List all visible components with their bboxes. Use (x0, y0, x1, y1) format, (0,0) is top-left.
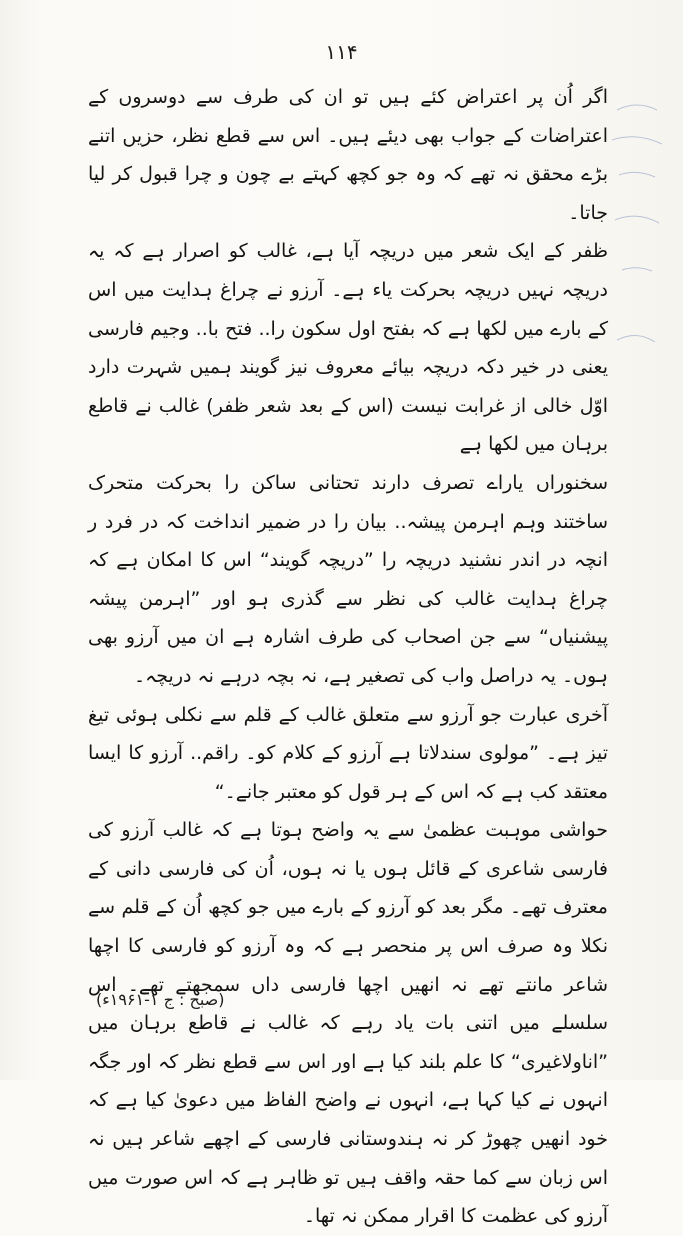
paragraph: سخنوراں یاراے تصرف دارند تحتانی ساکن را بحرکت متحرک ساختند وہم اہرمن پیشہ.. بیان را در ضمیر انداخت کہ در فرد ر انچہ در اندر نشنید دریچہ را ”دریچہ گویند“ اس کا امکان ہے کہ چراغ ہدایت غالب کی نظر سے گذری ہو اور ”اہرمن پیشہ پیشنیاں“ سے جن اصحاب کی طرف اشارہ ہے ان میں آرزو بھی ہوں۔ یہ دراصل واب کی تصغیر ہے، نہ بچہ درہے نہ دریچہ۔ (88, 471, 608, 687)
paragraph: آخری عبارت جو آرزو سے متعلق غالب کے قلم سے نکلی ہوئی تیغ تیز ہے۔ ”مولوی سندلاتا ہے آرزو کے کلام کو۔ راقم.. آرزو کا ایسا معتقد کب ہے کہ اس کے ہر قول کو معتبر جانے۔“ (88, 703, 608, 803)
body-text (88, 78, 608, 1236)
paragraph: اگر اُن پر اعتراض کئے ہیں تو ان کی طرف سے دوسروں کے اعتراضات کے جواب بھی دیئے ہیں۔ اس سے قطع نظر، حزیں اتنے بڑے محقق نہ تھے کہ وہ جو کچھ کہتے بے چون و چرا قبول کر لیا جاتا۔ (88, 86, 608, 224)
paragraph: ظفر کے ایک شعر میں دریچہ آیا ہے، غالب کو اصرار ہے کہ یہ دریچہ نہیں دریچہ بحرکت یاء ہے۔ آرزو نے چراغ ہدایت میں اس کے بارے میں لکھا ہے کہ بفتح اول سکون را.. فتح با.. وجیم فارسی یعنی در خیر دکہ دریچہ بیائے معروف نیز گویند ہمیں شہرت دارد اوّل خالی از غرابت نیست (اس کے بعد شعر ظفر) غالب نے قاطع برہان میں لکھا ہے (88, 240, 608, 456)
margin-handwriting-mark (597, 80, 677, 780)
paragraph: حواشی موہبت عظمیٰ سے یہ واضح ہوتا ہے کہ غالب آرزو کی فارسی شاعری کے قائل ہوں یا نہ ہوں، اُن کی فارسی دانی کے معترف تھے۔ مگر بعد کو آرزو کے بارے میں جو کچھ اُن کے قلم سے نکلا وہ صرف اس پر منحصر ہے کہ وہ آرزو کو فارسی کا اچھا شاعر مانتے تھے نہ انھیں اچھا فارسی داں سمجھتے تھے۔ اس سلسلے میں اتنی بات یاد رہے کہ غالب نے قاطع برہان میں ”اناولاغیری“ کا علم بلند کیا ہے اور اس سے قطع نظر کہ اور جگہ انہوں نے کیا کہا ہے، انہوں نے واضح الفاظ میں دعویٰ کیا ہے کہ خود انھیں چھوڑ کر نہ ہندوستانی فارسی کے اچھے شاعر ہیں نہ اس زبان سے کما حقہ واقف ہیں تو ظاہر ہے کہ اس صورت میں آرزو کی عظمت کا اقرار ممکن نہ تھا۔ (88, 819, 608, 1228)
citation: (صبح : ج ۱-۱۹۶۱ء) (96, 990, 225, 1009)
page-number: ۱۱۴ (325, 40, 358, 64)
